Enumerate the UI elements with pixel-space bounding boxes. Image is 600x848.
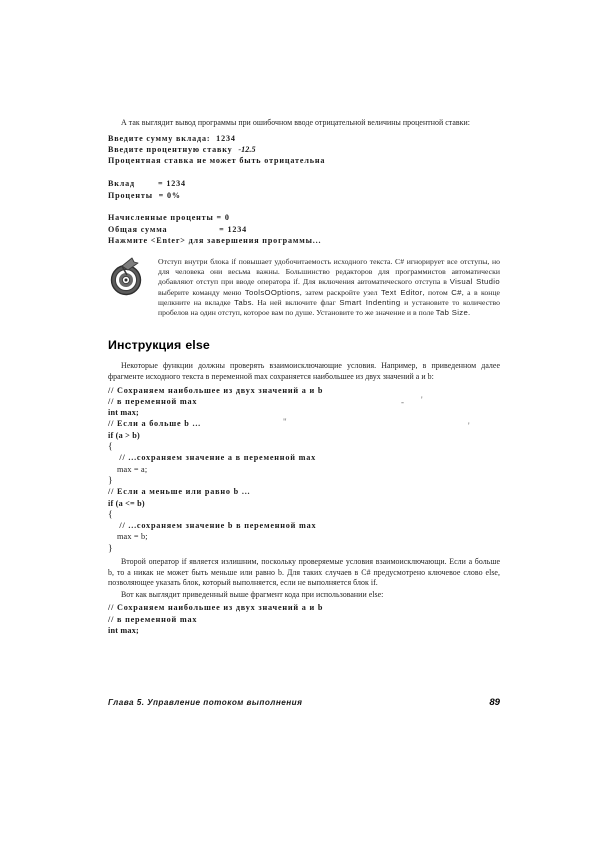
tip-text-p5: , а в конце щелкните на вкладке [158,287,500,307]
tip-text-p8: . [468,308,471,318]
page-footer [108,697,500,708]
tip-text [158,257,500,319]
scan-artifact: " [283,416,287,427]
console-blank-line [108,167,500,178]
code-line: // Если a больше b ... [108,419,202,429]
scan-artifact: - [401,396,404,407]
code-line: max = b; [108,532,148,542]
code-line: { [108,508,113,520]
footer-chapter-title: Глава 5. Управление потоком выполнения [108,698,303,707]
body-paragraph-1: Некоторые функции должны проверять взаимоисключающие условия. Например, в приведенном далее фрагменте исходного текста в переменной max сохраняется наибольшее из двух значений a и b: [108,361,500,381]
code-line: { [108,441,113,453]
console-blank-line [108,201,500,212]
console-line: Общая сумма = 1234 [108,224,248,234]
tip-ui-tab-size: Tab Size [435,308,469,318]
code-listing-1 [108,385,500,554]
tip-text-p6: . На ней включите флаг [251,297,340,307]
console-line: Вклад = 1234 [108,179,186,189]
code-listing-2 [108,602,500,636]
console-output-listing [108,133,500,247]
scan-artifact: ' [421,394,423,405]
body-paragraph-3: Вот как выглядит приведенный выше фрагмент кода при использовании else: [121,589,384,599]
section-heading [108,338,500,352]
code-line: int max; [108,408,139,418]
tip-text-p2: выберите команду меню [158,287,245,297]
tip-ui-tabs: Tabs [234,297,252,307]
section-heading-keyword: else [185,338,210,353]
console-line: Нажмите <Enter> для завершения программы... [108,236,322,246]
intro-paragraph: А так выглядит вывод программы при ошибочном вводе отрицательной величины процентной ставки: [121,118,471,127]
tip-ui-text-editor: Text Editor [380,287,423,297]
tip-ui-visual-studio: Visual Studio [449,277,500,287]
code-line: // Если a меньше или равно b ... [108,487,251,497]
scan-artifact: ' [468,420,470,431]
bullseye-target-icon [108,257,146,297]
tip-text-p7: и установите то количество пробелов на один отступ, которое вам по душе. Установите то же значение и в поле [158,297,501,318]
page-content [108,118,500,636]
code-line: // в переменной max [108,396,198,406]
code-line: int max; [108,626,139,636]
code-line: // Сохраняем наибольшее из двух значений a и b [108,385,324,395]
body-paragraph-2: Второй оператор if является излишним, поскольку проверяемые условия взаимоисключающи. Если a больше b, то a никак не может быть меньше или равно b. Для таких случаев в C# предусмотрено ключевое слово else, позволяющее указать блок, который выполняется, если не выполняется блок if. [108,557,500,588]
tip-ui-csharp: C# [451,287,462,297]
tip-ui-smart-indenting: Smart Indenting [339,297,401,307]
code-line: max = a; [108,464,148,474]
code-line: } [108,474,113,486]
code-line: } [108,542,113,554]
code-line: // в переменной max [108,614,198,624]
code-line: if (a > b) [108,430,140,440]
code-line: if (a <= b) [108,498,145,508]
console-user-input: -12.5 [238,145,256,154]
console-line: Проценты = 0% [108,190,181,200]
tip-ui-tools-options: ToolsOOptions [244,287,300,297]
console-line: Введите процентную ставку -12.5 [108,145,256,154]
code-line: // ...сохраняем значение b в переменной max [108,521,317,531]
console-line: Начисленные проценты = 0 [108,213,230,223]
console-line: Процентная ставка не может быть отрицательна [108,156,326,166]
console-line: Введите сумму вклада: 1234 [108,133,236,143]
section-heading-prefix: Инструкция [108,338,182,353]
tip-text-p3: , затем раскройте узел [299,287,381,297]
tip-text-p4: , потом [422,287,452,297]
tip-block [108,257,500,319]
footer-page-number: 89 [489,697,500,708]
tip-text-p1: Отступ внутри блока if повышает удобочитаемость исходного текста. C# игнорирует все отступы, но для человека они весьма важны. Большинство редакторов для программистов автоматически добавляют отступ при вводе оператора if. Для включения автоматического отступа в [158,256,500,287]
code-line: // ...сохраняем значение a в переменной max [108,453,316,463]
code-line: // Сохраняем наибольшее из двух значений a и b [108,603,324,613]
